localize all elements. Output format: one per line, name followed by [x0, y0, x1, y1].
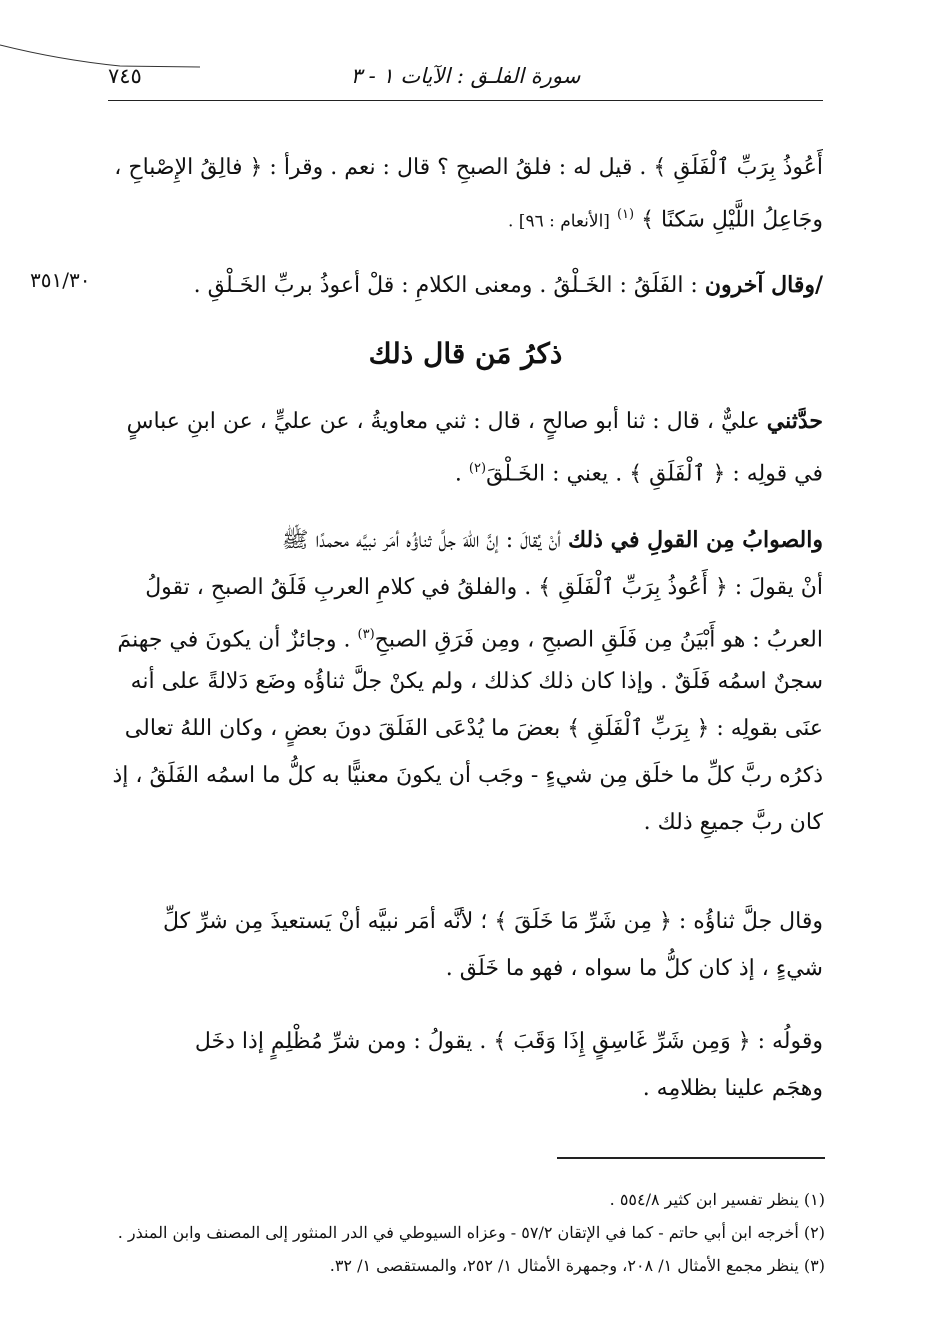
paragraph-line: وهجَم علينا بظلامِه . [642, 1076, 823, 1101]
lead-phrase: /وقال آخرون [704, 272, 823, 298]
quote-text: وجَاعِلُ اللَّيْلِ سَكنًا ﴾ [641, 207, 823, 233]
paragraph-line: عنَى بقولِه : ﴿ بِرَبِّ ٱلْفَلَقِ ﴾ بعضَ ما يُدْعَى الفَلَقَ دونَ بعضٍ ، وكان اللهُ تعالى [124, 716, 823, 741]
page-header [108, 60, 823, 100]
paragraph-line: وقال جلَّ ثناؤُه : ﴿ مِن شَرِّ مَا خَلَقَ ﴾ ؛ لأنَّه أمَر نبيَّه أنْ يَستعيذَ مِن شرِّ كلِّ [163, 909, 823, 934]
paragraph-line [107, 517, 823, 564]
lead-phrase: حدَّثني [766, 408, 823, 434]
paragraph-text: أنْ يُقالَ : إنَّ اللهَ جلَّ ثناؤُه أمَر نبيَّه محمدًا ﷺ [281, 528, 561, 553]
footnote-separator [557, 1157, 825, 1159]
paragraph-text: . وجائزٌ أن يكونَ في جهنمَ [117, 627, 351, 653]
paragraph-line: ذكرُه ربَّ كلِّ ما خلَق مِن شيءٍ - وجَب أن يكونَ معنيًّا به كلُّ ما اسمُه الفَلَقُ ، إذ [112, 763, 823, 788]
paragraph-line [107, 398, 823, 445]
paragraph-text: عليٌّ ، قال : ثنا أبو صالحٍ ، قال : ثني معاويةُ ، عن عليٍّ ، عن ابنِ عباسٍ [126, 409, 760, 434]
footnote: (٢) أخرجه ابن أبي حاتم - كما في الإتقان ٥٧/٢ - وعزاه السيوطي في الدر المنثور إلى المصنف وابن المنذر . [117, 1223, 825, 1242]
paragraph-text: : الفَلَقُ : الخَـلْقُ . ومعنى الكلامِ : قلْ أعوذُ بربِّ الخَـلْقِ . [193, 273, 698, 298]
footnote: (٣) ينظر مجمع الأمثال ١/ ٢٠٨، وجمهرة الأمثال ١/ ٢٥٢، والمستقصى ١/ ٣٢. [329, 1256, 825, 1275]
paragraph-line: شيءٍ ، إذ كان كلُّ ما سواه ، فهو ما خَلَق . [445, 956, 823, 981]
paragraph-line: كان ربَّ جميعِ ذلك . [643, 810, 823, 835]
paragraph-line [107, 191, 823, 238]
paragraph-6 [107, 1018, 823, 1112]
paragraph-line [107, 262, 823, 309]
footnotes [107, 1183, 825, 1282]
paragraph-line [107, 611, 823, 658]
footnote: (١) ينظر تفسير ابن كثير ٥٥٤/٨ . [609, 1190, 825, 1209]
lead-phrase: والصوابُ مِن القولِ في ذلك [567, 527, 823, 553]
footnote-ref: (٣) [357, 627, 375, 642]
paragraph-text: في قولِه : ﴿ ٱلْفَلَقِ ﴾ . يعني : الخَـلْقَ [486, 461, 823, 487]
paragraph-line [107, 445, 823, 492]
footnote-ref: (٢) [468, 461, 487, 476]
header-rule [108, 100, 823, 101]
margin-reference: ٣٥١/٣٠ [30, 268, 91, 292]
footnote-ref: (١) [616, 207, 635, 222]
page-number: ٧٤٥ [108, 64, 142, 88]
paragraph-line: وقولُه : ﴿ وَمِن شَرِّ غَاسِقٍ إِذَا وَقَبَ ﴾ . يقولُ : ومن شرِّ مُظْلِمٍ إذا دخَل [194, 1029, 823, 1054]
paragraph-line: أَعُوذُ بِرَبِّ ٱلْفَلَقِ ﴾ . قيل له : فلقُ الصبحِ ؟ قال : نعم . وقرأ : ﴿ فالِقُ الإِصْباحِ ، [114, 155, 823, 180]
page-header-title: سورة الفلـق : الآيات ١ - ٣ [350, 64, 581, 88]
paragraph-1 [107, 144, 823, 238]
paragraph-text: العربُ : هو أَبْيَنُ مِن فَلَقِ الصبحِ ، ومِن فَرَقِ الصبحِ [374, 627, 823, 653]
section-heading: ذكرُ مَن قال ذلك [368, 337, 563, 370]
paragraph-4 [107, 517, 823, 846]
paragraph-line: سجنٌ اسمُه فَلَقٌ . وإذا كان ذلك كذلك ، ولم يكنْ جلَّ ثناؤُه وضَع دَلالةً على أنه [130, 669, 823, 694]
paragraph-5 [107, 898, 823, 992]
paragraph-text: . [454, 461, 462, 487]
citation: [الأنعام : ٩٦] . [507, 211, 610, 232]
paragraph-2 [107, 262, 823, 309]
paragraph-3 [107, 398, 823, 492]
paragraph-line: أنْ يقولَ : ﴿ أَعُوذُ بِرَبِّ ٱلْفَلَقِ ﴾ . والفلقُ في كلامِ العربِ فَلَقُ الصبحِ ، تقولُ [145, 575, 823, 600]
